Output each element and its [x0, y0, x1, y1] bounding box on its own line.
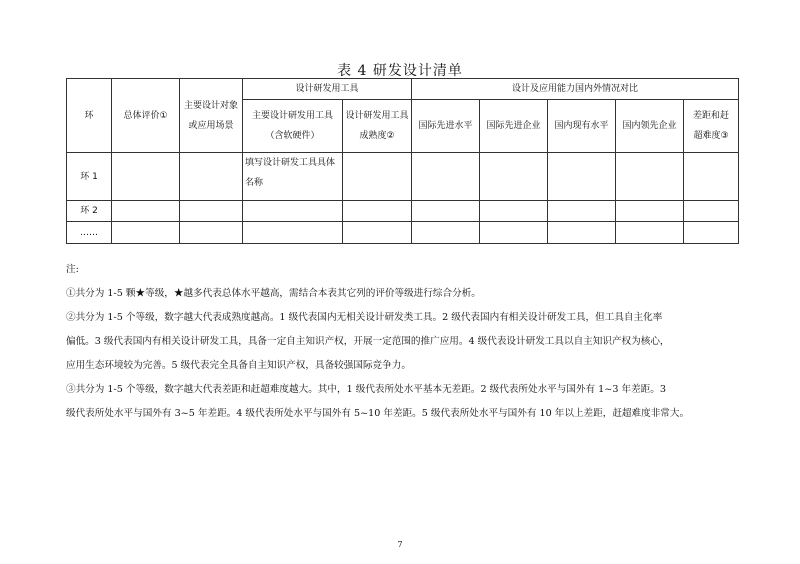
cell-empty	[548, 201, 616, 222]
cell-empty	[412, 201, 480, 222]
header-tool-maturity	[343, 100, 412, 153]
cell-tool-name-line2: 名称	[245, 178, 264, 188]
header-tool-name-line1: 主要设计研发用工具	[251, 111, 333, 121]
header-tool-maturity-line2: 成熟度②	[359, 131, 395, 141]
header-tool-name-line2: （含软硬件）	[265, 131, 320, 141]
note-line: ③共分为 1-5 个等级，数字越大代表差距和赶超难度越大。其中，1 级代表所处水平基本无差距。2 级代表所处水平与国外有 1~3 年差距。3	[66, 384, 666, 395]
header-ring: 环	[67, 79, 112, 153]
cell-empty	[243, 222, 343, 244]
header-intl-company: 国际先进企业	[480, 100, 548, 153]
note-line: 应用生态环境较为完善。5 级代表完全具备自主知识产权，具备较强国际竞争力。	[66, 360, 411, 371]
notes-label: 注:	[66, 264, 79, 275]
header-domestic-level: 国内现有水平	[548, 100, 616, 153]
rd-design-list-table	[66, 78, 739, 244]
table-row	[67, 222, 739, 244]
cell-empty	[412, 222, 480, 244]
cell-empty	[112, 201, 180, 222]
cell-empty	[412, 153, 480, 201]
header-design-object-line2: 或应用场景	[188, 120, 234, 131]
header-intl-level: 国际先进水平	[412, 100, 480, 153]
cell-empty	[112, 222, 180, 244]
cell-empty	[480, 201, 548, 222]
row-ring: ……	[67, 222, 112, 244]
cell-empty	[112, 153, 180, 201]
cell-empty	[180, 201, 243, 222]
cell-empty	[616, 222, 684, 244]
cell-empty	[480, 153, 548, 201]
table-row	[67, 201, 739, 222]
cell-empty	[684, 153, 739, 201]
note-line: 偏低。3 级代表国内有相关设计研发工具，具备一定自主知识产权，开展一定范围的推广应用。4 级代表设计研发工具以自主知识产权为核心，	[66, 336, 670, 347]
note-line: ①共分为 1-5 颗★等级，★越多代表总体水平越高，需结合本表其它列的评价等级进行综合分析。	[66, 288, 481, 299]
header-gap-line2: 超难度③	[693, 131, 729, 141]
cell-empty	[343, 201, 412, 222]
cell-empty	[616, 153, 684, 201]
header-domestic-company: 国内领先企业	[616, 100, 684, 153]
note-line: 级代表所处水平与国外有 3~5 年差距。4 级代表所处水平与国外有 5~10 年差距。5 级代表所处水平与国外有 10 年以上差距，赶超难度非常大。	[66, 408, 690, 419]
cell-empty	[343, 222, 412, 244]
header-design-object	[180, 79, 243, 153]
page-title: 表 4 研发设计清单	[337, 63, 463, 79]
table-row	[67, 153, 739, 201]
cell-empty	[243, 201, 343, 222]
cell-empty	[684, 201, 739, 222]
cell-empty	[616, 201, 684, 222]
cell-empty	[684, 222, 739, 244]
header-tools-group: 设计研发用工具	[243, 79, 412, 100]
row-ring: 环 2	[67, 201, 112, 222]
cell-empty	[343, 153, 412, 201]
header-tool-name	[243, 100, 343, 153]
cell-tool-name-line1: 填写设计研发工具具体	[245, 158, 336, 168]
cell-empty	[480, 222, 548, 244]
cell-empty	[548, 222, 616, 244]
header-comparison-group: 设计及应用能力国内外情况对比	[412, 79, 739, 100]
notes-section	[66, 258, 738, 426]
header-gap	[684, 100, 739, 153]
header-overall-rating: 总体评价①	[112, 79, 180, 153]
row-ring: 环 1	[67, 153, 112, 201]
cell-tool-name	[243, 153, 343, 201]
cell-empty	[548, 153, 616, 201]
header-tool-maturity-line1: 设计研发用工具	[345, 111, 409, 121]
header-gap-line1: 差距和赶	[693, 111, 730, 121]
header-design-object-line1: 主要设计对象	[183, 100, 238, 111]
page-number: 7	[397, 540, 403, 549]
cell-empty	[180, 222, 243, 244]
note-line: ②共分为 1-5 个等级，数字越大代表成熟度越高。1 级代表国内无相关设计研发类工具。2 级代表国内有相关设计研发工具，但工具自主化率	[66, 312, 663, 323]
cell-empty	[180, 153, 243, 201]
